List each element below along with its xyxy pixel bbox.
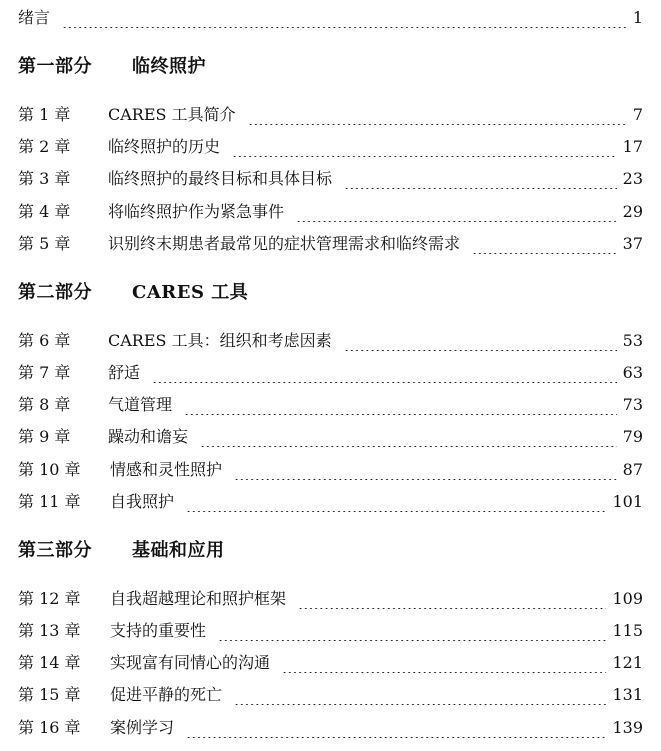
chapter-title: 自我照护 (110, 492, 175, 511)
chapter-title: 识别终末期患者最常见的症状管理需求和临终需求 (108, 234, 461, 253)
part-label: 第二部分 (18, 282, 92, 303)
dot-leader (344, 331, 617, 351)
chapter-page: 87 (622, 460, 643, 479)
chapter-number: 第 3 章 (18, 169, 71, 188)
chapter-number: 第 16 章 (18, 718, 81, 737)
chapter-title: 临终照护的最终目标和具体目标 (108, 169, 333, 188)
chapter-number: 第 2 章 (18, 137, 71, 156)
toc-entry-chapter-2[interactable] (18, 137, 643, 157)
toc-entry-chapter-8[interactable] (18, 395, 643, 415)
toc-entry-intro[interactable] (18, 8, 643, 28)
dot-leader (186, 492, 606, 512)
part-title: 基础和应用 (132, 540, 225, 561)
chapter-page: 131 (612, 685, 643, 704)
part-heading (18, 56, 206, 78)
toc-entry-chapter-11[interactable] (18, 492, 643, 512)
chapter-number: 第 10 章 (18, 460, 81, 479)
chapter-page: 115 (612, 621, 643, 640)
toc-entry-chapter-9[interactable] (18, 427, 643, 447)
chapter-number: 第 5 章 (18, 234, 71, 253)
chapter-title: 躁动和谵妄 (108, 427, 189, 446)
dot-leader (234, 460, 617, 480)
chapter-number: 第 11 章 (18, 492, 81, 511)
chapter-number: 第 6 章 (18, 331, 71, 350)
part-label: 第一部分 (18, 56, 92, 77)
toc-entry-chapter-1[interactable] (18, 105, 643, 125)
toc-entry-chapter-15[interactable] (18, 685, 643, 705)
dot-leader (282, 653, 606, 673)
toc-entry-page: 1 (632, 8, 643, 27)
part-heading (18, 540, 225, 562)
dot-leader (296, 202, 617, 222)
chapter-number: 第 4 章 (18, 202, 71, 221)
dot-leader (62, 8, 627, 28)
toc-entry-chapter-14[interactable] (18, 653, 643, 673)
chapter-number: 第 7 章 (18, 363, 71, 382)
chapter-title: 实现富有同情心的沟通 (110, 653, 271, 672)
chapter-page: 17 (622, 137, 643, 156)
chapter-title: 情感和灵性照护 (110, 460, 223, 479)
toc-entry-chapter-4[interactable] (18, 202, 643, 222)
dot-leader (472, 234, 617, 254)
dot-leader (152, 363, 617, 383)
toc-entry-chapter-6[interactable] (18, 331, 643, 351)
chapter-page: 53 (622, 331, 643, 350)
part-title: 临终照护 (132, 56, 206, 77)
chapter-page: 29 (622, 202, 643, 221)
chapter-number: 第 12 章 (18, 589, 81, 608)
chapter-title: 自我超越理论和照护框架 (110, 589, 287, 608)
toc-entry-chapter-7[interactable] (18, 363, 643, 383)
toc-entry-chapter-10[interactable] (18, 460, 643, 480)
chapter-page: 101 (612, 492, 643, 511)
toc-entry-chapter-3[interactable] (18, 169, 643, 189)
chapter-number: 第 9 章 (18, 427, 71, 446)
chapter-page: 37 (622, 234, 643, 253)
toc-entry-chapter-12[interactable] (18, 589, 643, 609)
dot-leader (344, 169, 617, 189)
dot-leader (298, 589, 606, 609)
chapter-page: 7 (632, 105, 643, 124)
part-heading (18, 282, 248, 304)
chapter-title: 将临终照护作为紧急事件 (108, 202, 285, 221)
chapter-number: 第 1 章 (18, 105, 71, 124)
chapter-page: 109 (612, 589, 643, 608)
toc-entry-chapter-5[interactable] (18, 234, 643, 254)
chapter-title: 促进平静的死亡 (110, 685, 223, 704)
chapter-number: 第 15 章 (18, 685, 81, 704)
chapter-page: 139 (612, 718, 643, 737)
dot-leader (248, 105, 627, 125)
dot-leader (234, 685, 606, 705)
chapter-page: 63 (622, 363, 643, 382)
chapter-page: 73 (622, 395, 643, 414)
dot-leader (186, 718, 606, 738)
chapter-title: 临终照护的历史 (108, 137, 221, 156)
part-title: CARES 工具 (132, 282, 249, 303)
chapter-title: CARES 工具：组织和考虑因素 (108, 331, 332, 350)
chapter-title: 案例学习 (110, 718, 175, 737)
chapter-title: 支持的重要性 (110, 621, 207, 640)
chapter-number: 第 8 章 (18, 395, 71, 414)
chapter-title: CARES 工具简介 (108, 105, 236, 124)
dot-leader (184, 395, 617, 415)
toc-entry-chapter-13[interactable] (18, 621, 643, 641)
chapter-number: 第 14 章 (18, 653, 81, 672)
chapter-title: 舒适 (108, 363, 141, 382)
chapter-page: 121 (612, 653, 643, 672)
chapter-page: 79 (622, 427, 643, 446)
toc-entry-title: 绪言 (18, 8, 51, 27)
toc-entry-chapter-16[interactable] (18, 718, 643, 738)
dot-leader (200, 427, 617, 447)
part-label: 第三部分 (18, 540, 92, 561)
chapter-title: 气道管理 (108, 395, 173, 414)
chapter-number: 第 13 章 (18, 621, 81, 640)
dot-leader (218, 621, 606, 641)
chapter-page: 23 (622, 169, 643, 188)
dot-leader (232, 137, 617, 157)
